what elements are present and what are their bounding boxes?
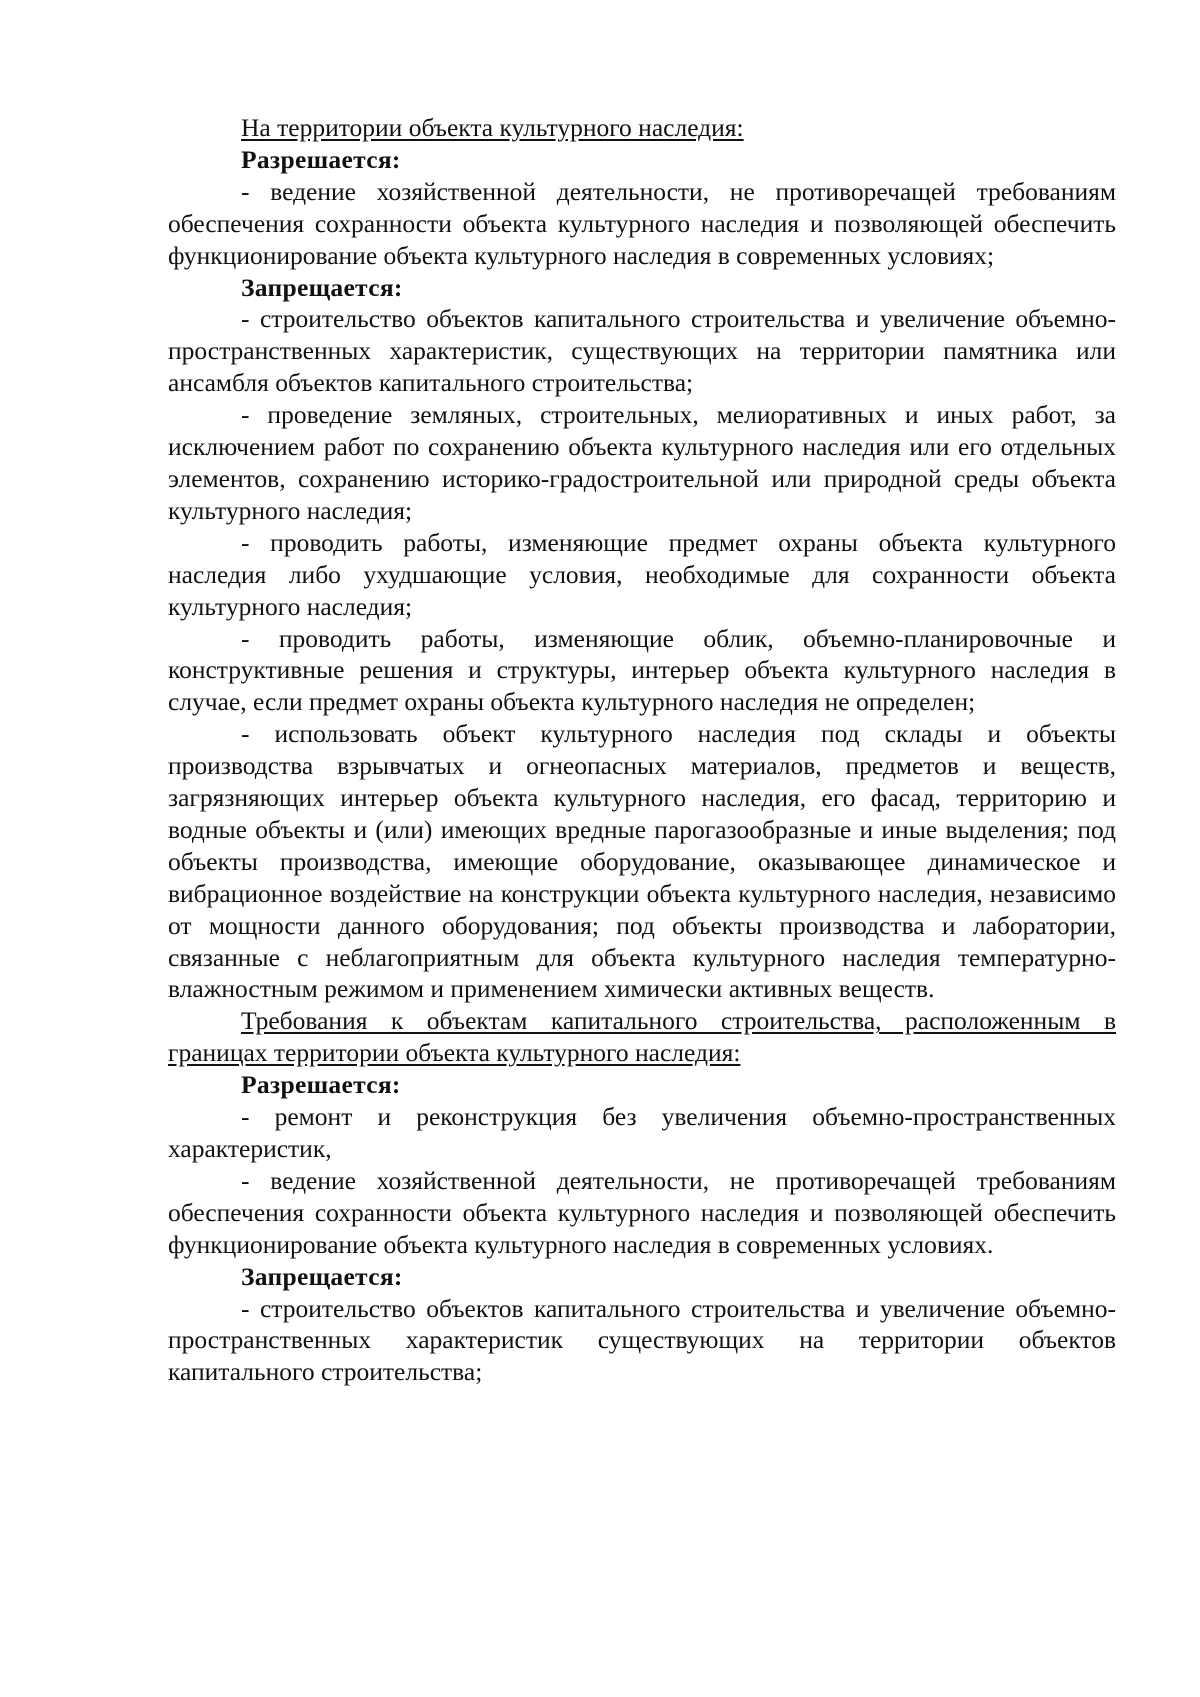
section-2-title: Требования к объектам капитального строительства, расположенным в границах территории объекта культурного наследия: xyxy=(168,1006,1116,1068)
section-1-prohibited-item: - строительство объектов капитального строительства и увеличение объемно-пространственных характеристик, существующих на территории памятника или ансамбля объектов капитального строительства; xyxy=(168,304,1116,398)
section-1-title: На территории объекта культурного наследия: xyxy=(241,113,744,142)
section-2-allowed-label: Разрешается: xyxy=(241,1070,401,1100)
section-1-prohibited-item: - использовать объект культурного наследия под склады и объекты производства взрывчатых и огнеопасных материалов, предметов и веществ, загрязняющих интерьер объекта культурного наследия, его фасад, территорию и водные объекты и (или) имеющих вредные парогазообразные и иные выделения; под объекты производства, имеющие оборудование, оказывающее динамическое и вибрационное воздействие на конструкции объекта культурного наследия, независимо от мощности данного оборудования; под объекты производства и лаборатории, связанные с неблагоприятным для объекта культурного наследия температурно-влажностным режимом и применением химически активных веществ. xyxy=(168,719,1116,1004)
section-2-allowed-item: - ремонт и реконструкция без увеличения объемно-пространственных характеристик, xyxy=(168,1102,1116,1163)
section-1-allowed-label: Разрешается: xyxy=(241,144,401,174)
section-1-prohibited-item: - проводить работы, изменяющие предмет охраны объекта культурного наследия либо ухудшающие условия, необходимые для сохранности объекта культурного наследия; xyxy=(168,527,1116,621)
section-2-prohibited-label: Запрещается: xyxy=(241,1261,403,1291)
section-1-prohibited-item: - проводить работы, изменяющие облик, объемно-планировочные и конструктивные решения и структуры, интерьер объекта культурного наследия в случае, если предмет охраны объекта культурного наследия не определен; xyxy=(168,623,1116,717)
section-2-prohibited-item: - строительство объектов капитального строительства и увеличение объемно-пространственных характеристик существующих на территории объектов капитального строительства; xyxy=(168,1293,1116,1387)
section-1-prohibited-label: Запрещается: xyxy=(241,272,403,302)
section-1-prohibited-item: - проведение земляных, строительных, мелиоративных и иных работ, за исключением работ по сохранению объекта культурного наследия или его отдельных элементов, сохранению историко-градостроительной или природной среды объекта культурного наследия; xyxy=(168,400,1116,525)
section-1-allowed-item: - ведение хозяйственной деятельности, не противоречащей требованиям обеспечения сохранности объекта культурного наследия и позволяющей обеспечить функционирование объекта культурного наследия в современных условиях; xyxy=(168,176,1116,270)
section-2-allowed-item: - ведение хозяйственной деятельности, не противоречащей требованиям обеспечения сохранности объекта культурного наследия и позволяющей обеспечить функционирование объекта культурного наследия в современных условиях. xyxy=(168,1165,1116,1259)
